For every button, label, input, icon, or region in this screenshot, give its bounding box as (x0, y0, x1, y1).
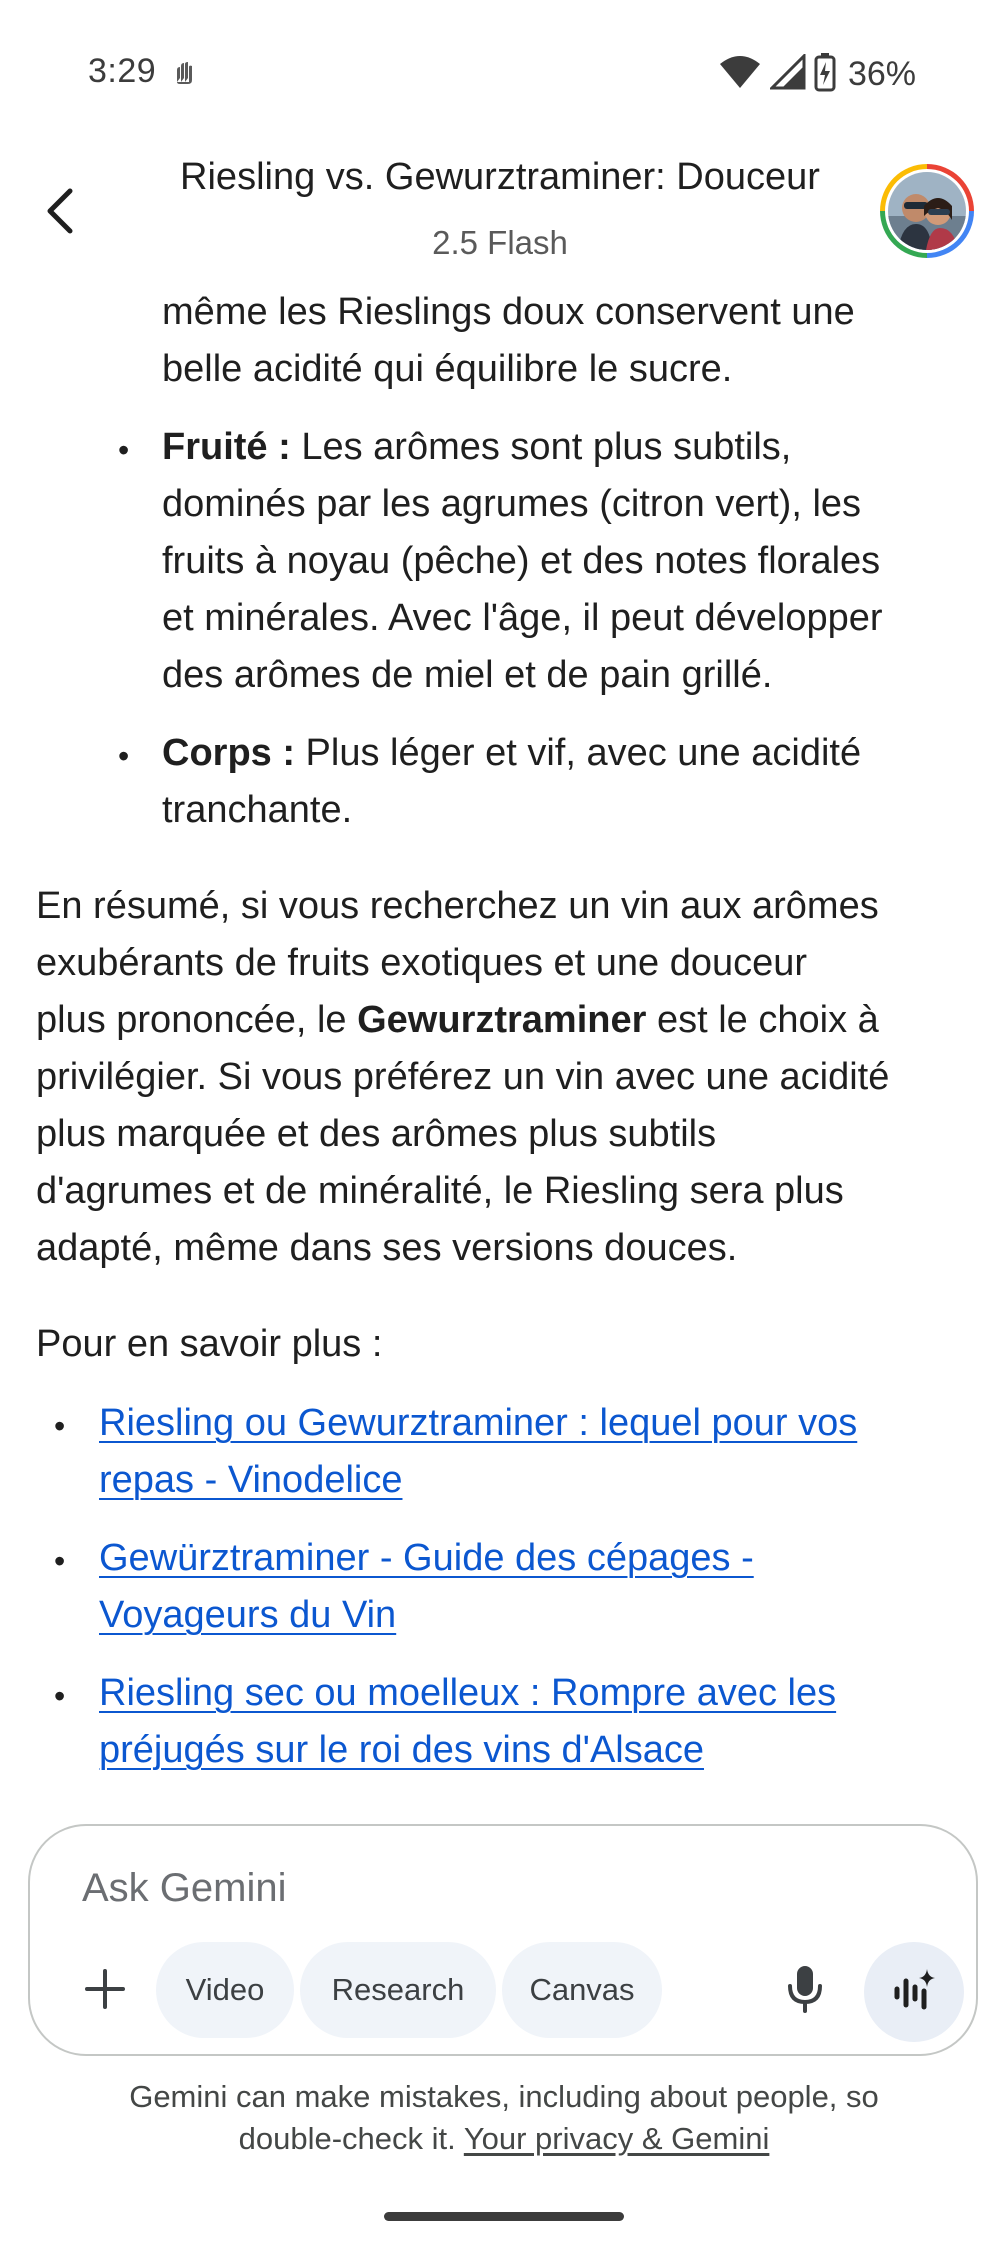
summary-line-6: d'agrumes et de minéralité, le Riesling sera plus (36, 1170, 844, 1212)
fruite-bullet-line-2: dominés par les agrumes (citron vert), les (162, 483, 862, 525)
prompt-input-box[interactable] (28, 1824, 978, 2056)
fruite-bullet-line-5: des arômes de miel et de pain grillé. (162, 654, 773, 696)
gemini-live-icon (889, 1967, 939, 2017)
video-chip[interactable]: Video (156, 1942, 294, 2038)
summary-line-4: privilégier. Si vous préférez un vin avec une acidité (36, 1056, 890, 1098)
riesling-sweetness-text-line-1: même les Rieslings doux conservent une (162, 291, 855, 333)
research-chip[interactable]: Research (300, 1942, 496, 2038)
home-indicator[interactable] (384, 2212, 624, 2221)
battery-percent: 36% (847, 54, 916, 93)
bullet-point: • (118, 738, 130, 774)
disclaimer-text: double-check it. (238, 2121, 464, 2156)
add-attachment-button[interactable] (70, 1954, 140, 2024)
profile-avatar-icon (888, 172, 966, 250)
profile-avatar-button[interactable] (880, 164, 974, 258)
model-selector[interactable]: 2.5 Flash (432, 224, 568, 261)
fruite-bullet-line-4: et minérales. Avec l'âge, il peut développer (162, 597, 883, 639)
wifi-icon (718, 54, 762, 95)
fruite-bullet-line-3: fruits à noyau (pêche) et des notes florales (162, 540, 881, 582)
avatar-frame (885, 169, 969, 253)
corps-bullet-line-2: tranchante. (162, 789, 353, 831)
bullet-point: • (54, 1408, 66, 1444)
prompt-input[interactable]: Ask Gemini (82, 1866, 287, 1910)
microphone-icon (787, 1964, 823, 2014)
disclaimer-line-1: Gemini can make mistakes, including about people, so (129, 2079, 879, 2114)
bullet-point: • (54, 1678, 66, 1714)
fruite-text: Les arômes sont plus subtils, (290, 426, 792, 468)
source-link-2-line-2[interactable]: Voyageurs du Vin (99, 1594, 397, 1636)
disclaimer-line-2 (60, 2118, 948, 2160)
summary-line-7: adapté, même dans ses versions douces. (36, 1227, 738, 1269)
summary-bold-term: Gewurztraminer (357, 999, 647, 1041)
status-bar (0, 0, 1008, 150)
summary-line-2: exubérants de fruits exotiques et une douceur (36, 942, 808, 984)
summary-line-5: plus marquée et des arômes plus subtils (36, 1113, 717, 1155)
privacy-link[interactable]: Your privacy & Gemini (463, 2121, 770, 2156)
source-link-3-line-1[interactable]: Riesling sec ou moelleux : Rompre avec les (99, 1672, 837, 1714)
notification-icon (170, 58, 200, 88)
source-link-3-line-2[interactable]: préjugés sur le roi des vins d'Alsace (99, 1729, 704, 1771)
riesling-sweetness-text-line-2: belle acidité qui équilibre le sucre. (162, 348, 733, 390)
fruite-label: Fruité : (162, 426, 291, 468)
canvas-chip[interactable]: Canvas (502, 1942, 662, 2038)
cellular-signal-icon (770, 54, 806, 95)
learn-more-heading: Pour en savoir plus : (36, 1323, 383, 1365)
summary-text: plus prononcée, le (36, 999, 358, 1041)
bullet-point: • (118, 432, 130, 468)
gemini-live-button[interactable] (864, 1942, 964, 2042)
bullet-point: • (54, 1543, 66, 1579)
corps-bullet-line-1 (162, 725, 861, 782)
fruite-bullet-line-1 (162, 419, 791, 476)
corps-label: Corps : (162, 732, 295, 774)
microphone-button[interactable] (770, 1954, 840, 2024)
source-link-2-line-1[interactable]: Gewürztraminer - Guide des cépages - (99, 1537, 754, 1579)
back-button[interactable] (34, 178, 90, 244)
conversation-title[interactable]: Riesling vs. Gewurztraminer: Douceur (180, 156, 820, 198)
disclaimer (60, 2076, 948, 2160)
back-arrow-icon (42, 187, 82, 235)
summary-line-3 (36, 992, 879, 1049)
corps-text: Plus léger et vif, avec une acidité (295, 732, 862, 774)
battery-charging-icon (814, 52, 836, 97)
source-link-1-line-1[interactable]: Riesling ou Gewurztraminer : lequel pour vos (99, 1402, 858, 1444)
source-link-1-line-2[interactable]: repas - Vinodelice (99, 1459, 403, 1501)
status-icons (718, 52, 916, 96)
summary-text: est le choix à (646, 999, 879, 1041)
summary-line-1: En résumé, si vous recherchez un vin aux arômes (36, 885, 879, 927)
status-time: 3:29 (88, 52, 157, 90)
plus-icon (83, 1967, 127, 2011)
